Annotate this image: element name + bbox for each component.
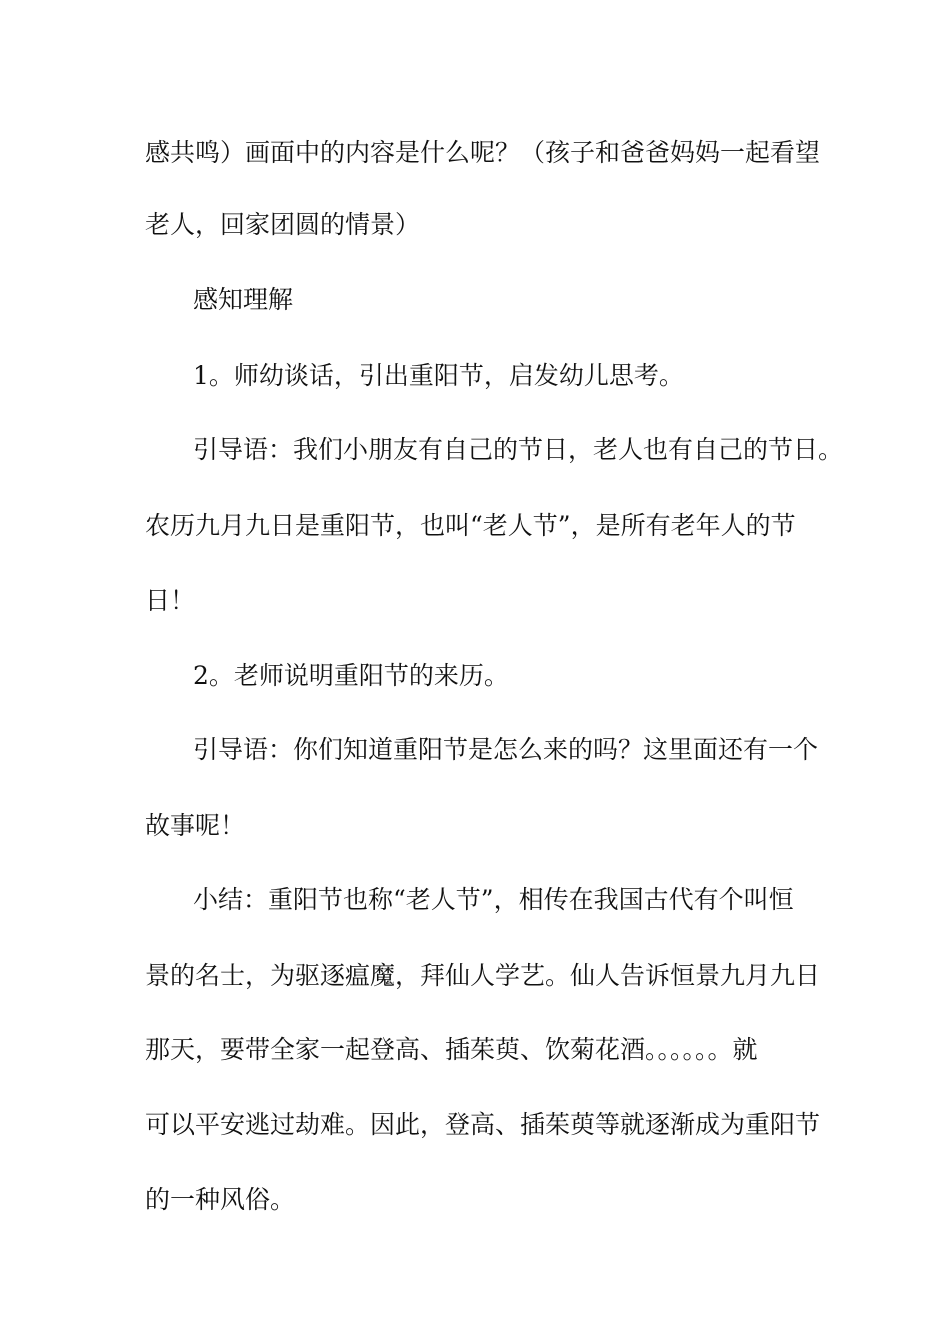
paragraph-line: 引导语：你们知道重阳节是怎么来的吗？这里面还有一个 bbox=[193, 735, 819, 764]
paragraph-line: 小结：重阳节也称“老人节”，相传在我国古代有个叫恒 bbox=[193, 885, 794, 914]
paragraph-line: 可以平安逃过劫难。因此，登高、插茱萸等就逐渐成为重阳节 bbox=[145, 1110, 821, 1139]
paragraph-line: 故事呢！ bbox=[145, 811, 246, 840]
section-heading: 感知理解 bbox=[193, 285, 294, 314]
paragraph-line: 引导语：我们小朋友有自己的节日，老人也有自己的节日。 bbox=[193, 435, 844, 464]
paragraph-line: 景的名士，为驱逐瘟魔，拜仙人学艺。仙人告诉恒景九月九日 bbox=[145, 961, 821, 990]
paragraph-line: 1。师幼谈话，引出重阳节，启发幼儿思考。 bbox=[193, 361, 684, 390]
paragraph-line: 老人，回家团圆的情景） bbox=[145, 210, 421, 239]
paragraph-line: 日！ bbox=[145, 586, 196, 615]
paragraph-line: 农历九月九日是重阳节，也叫“老人节”，是所有老年人的节 bbox=[145, 511, 796, 540]
paragraph-line: 2。老师说明重阳节的来历。 bbox=[193, 661, 509, 690]
paragraph-line: 那天，要带全家一起登高、插茱萸、饮菊花酒。。。。。。就 bbox=[145, 1035, 758, 1064]
paragraph-line: 感共鸣）画面中的内容是什么呢？（孩子和爸爸妈妈一起看望 bbox=[145, 138, 821, 167]
paragraph-line: 的一种风俗。 bbox=[145, 1185, 296, 1214]
